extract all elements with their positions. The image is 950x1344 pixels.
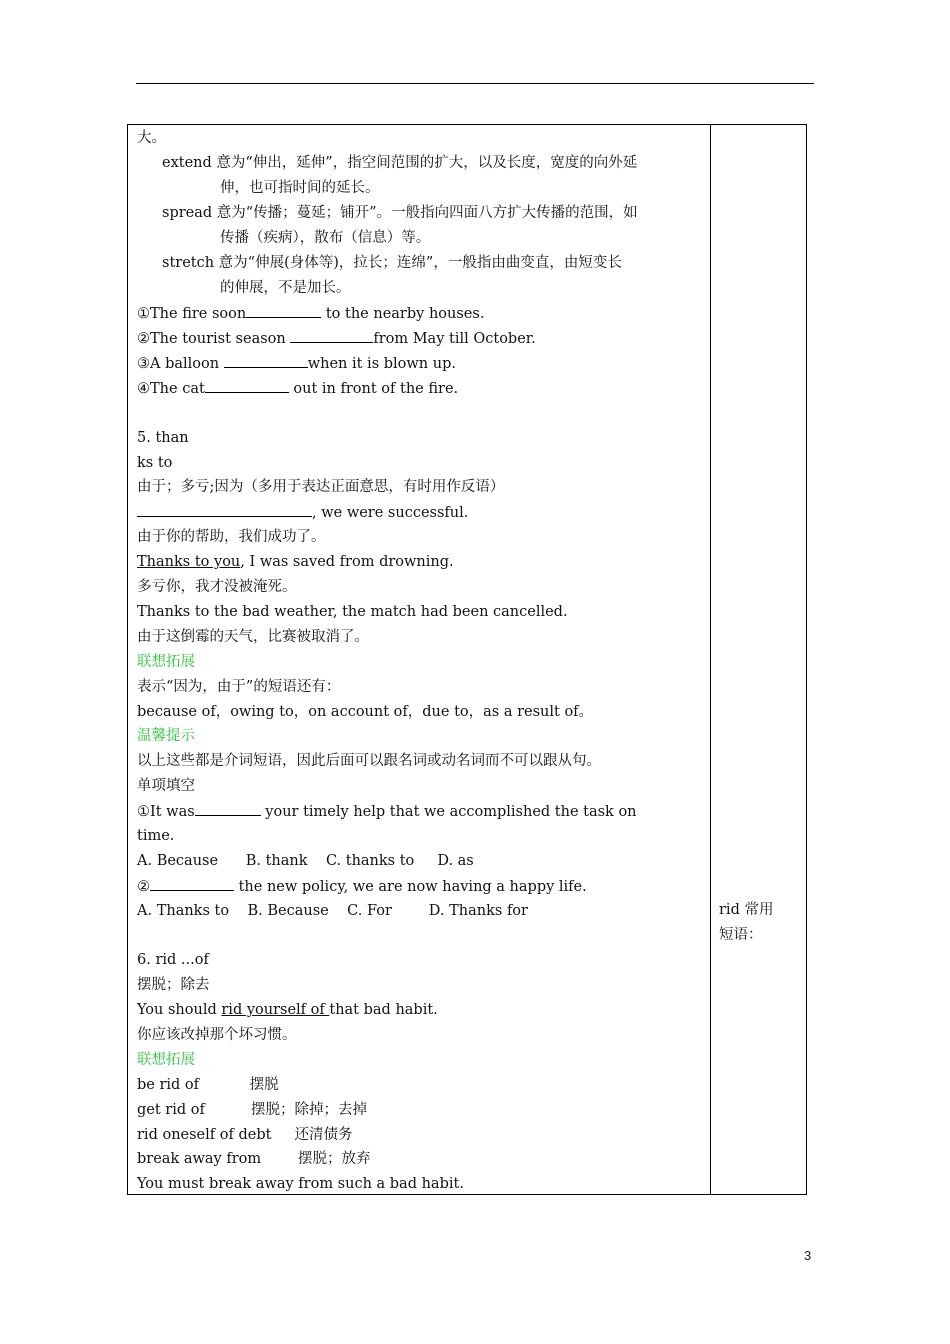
text-line: 摆脱；除去 <box>137 977 210 993</box>
options-line: A. Because B. thank C. thanks to D. as <box>137 853 474 869</box>
text-line: stretch 意为“伸展(身体等)，拉长；连绵”，一般指由曲变直，由短变长 <box>162 255 622 271</box>
text-line: 表示“因为，由于”的短语还有： <box>137 679 341 695</box>
text-line: 多亏你，我才没被淹死。 <box>137 579 297 595</box>
phrase-line: break away from 摆脱；放弃 <box>137 1151 371 1167</box>
text-line: 你应该改掉那个坏习惯。 <box>137 1027 297 1043</box>
label-tip: 温馨提示 <box>137 728 195 744</box>
phrase-line: rid oneself of debt 还清债务 <box>137 1127 353 1143</box>
answer-blank[interactable] <box>205 378 289 393</box>
section-heading: 6. rid ...of <box>137 952 209 968</box>
exercise-line: ②The tourist season from May till October. <box>137 328 536 349</box>
text-line: Thanks to the bad weather, the match had been cancelled. <box>137 604 568 620</box>
text-line: 单项填空 <box>137 778 195 794</box>
exercise-line: ④The cat out in front of the fire. <box>137 378 458 399</box>
text-line: 大。 <box>137 130 166 146</box>
content-table <box>127 124 807 1195</box>
section-heading: 5. than <box>137 430 189 446</box>
column-divider <box>710 125 711 1194</box>
text-line: extend 意为“伸出，延伸”，指空间范围的扩大，以及长度，宽度的向外延 <box>162 155 638 171</box>
exercise-line: ③A balloon when it is blown up. <box>137 353 456 374</box>
text-line: 的伸展，不是加长。 <box>220 280 351 296</box>
text-line: 由于这倒霉的天气，比赛被取消了。 <box>137 629 369 645</box>
example-line: You should rid yourself of that bad habit. <box>137 1002 438 1018</box>
answer-blank[interactable] <box>137 502 312 517</box>
text-line: 传播（疾病），散布（信息）等。 <box>220 230 431 246</box>
text-line: spread 意为“传播；蔓延；铺开”。一般指向四面八方扩大传播的范围，如 <box>162 205 638 221</box>
exercise-line: ② the new policy, we are now having a happy life. <box>137 876 587 897</box>
note-line: rid 常用 <box>719 902 774 918</box>
exercise-line: ①The fire soon to the nearby houses. <box>137 303 484 324</box>
label-association: 联想拓展 <box>137 1052 195 1068</box>
header-rule <box>136 83 814 84</box>
text-line: 伸，也可指时间的延长。 <box>220 180 380 196</box>
phrase-line: be rid of 摆脱 <box>137 1077 279 1093</box>
options-line: A. Thanks to B. Because C. For D. Thanks for <box>137 903 528 919</box>
answer-blank[interactable] <box>195 801 261 816</box>
example-line: Thanks to you, I was saved from drowning. <box>137 554 454 570</box>
label-association: 联想拓展 <box>137 654 195 670</box>
exercise-line: ①It was your timely help that we accomplished the task on <box>137 801 637 822</box>
note-line: 短语： <box>719 927 763 943</box>
answer-blank[interactable] <box>246 303 321 318</box>
text-line: 由于；多亏;因为（多用于表达正面意思，有时用作反语） <box>137 479 505 495</box>
text-line: ks to <box>137 455 173 471</box>
text-line: You must break away from such a bad habit. <box>137 1176 464 1192</box>
text-line: 以上这些都是介词短语，因此后面可以跟名词或动名词而不可以跟从句。 <box>137 753 601 769</box>
text-line: time. <box>137 828 175 844</box>
phrase-line: get rid of 摆脱；除掉；去掉 <box>137 1102 367 1118</box>
text-line: because of，owing to，on account of，due to，as a result of。 <box>137 704 594 720</box>
text-line: 由于你的帮助，我们成功了。 <box>137 529 326 545</box>
exercise-line: , we were successful. <box>137 502 468 523</box>
page-number: 3 <box>804 1248 812 1263</box>
answer-blank[interactable] <box>290 328 373 343</box>
answer-blank[interactable] <box>150 876 234 891</box>
answer-blank[interactable] <box>224 353 308 368</box>
